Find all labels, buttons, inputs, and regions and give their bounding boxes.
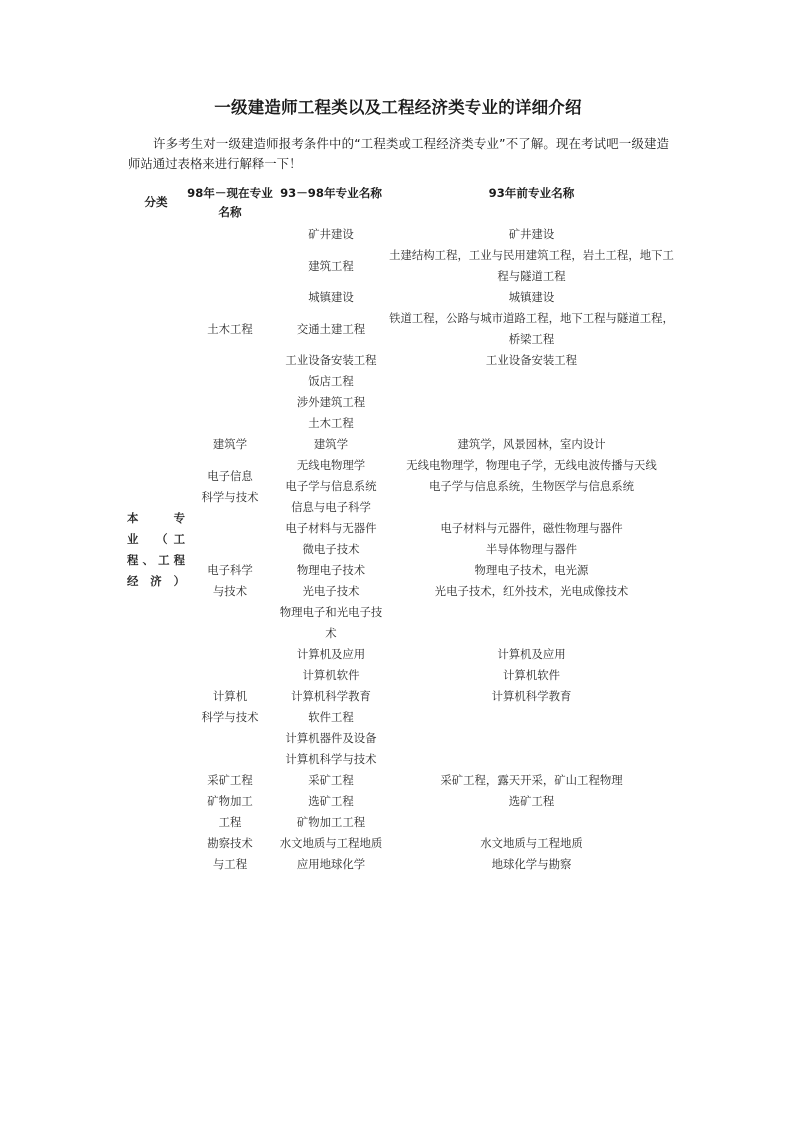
major-pre93-cell xyxy=(387,602,676,644)
major-93-98-cell: 饭店工程 xyxy=(308,374,354,388)
major-pre93-cell xyxy=(387,392,676,413)
group-name-cell xyxy=(185,791,275,833)
major-93-98-cell: 采矿工程 xyxy=(308,773,354,787)
column-header-current-major: 98年－现在专业名称 xyxy=(187,186,273,219)
major-pre93-cell xyxy=(387,707,676,728)
major-pre93-cell: 物理电子技术，电光源 xyxy=(474,563,589,577)
major-93-98-cell: 土木工程 xyxy=(308,416,354,430)
category-line: 经济） xyxy=(127,573,185,588)
category-line: 程、工程 xyxy=(127,552,185,567)
major-93-98-cell: 计算机科学教育 xyxy=(291,689,371,703)
major-pre93-cell: 计算机及应用 xyxy=(497,647,566,661)
major-93-98-cell: 建筑工程 xyxy=(308,258,354,273)
major-93-98-cell: 信息与电子科学 xyxy=(291,500,371,514)
major-93-98-cell: 物理电子技术 xyxy=(296,563,366,577)
table-body xyxy=(127,224,676,875)
major-pre93-cell: 电子学与信息系统，生物医学与信息系统 xyxy=(428,479,635,493)
major-93-98-cell: 计算机科学与技术 xyxy=(285,752,377,766)
major-pre93-cell xyxy=(387,497,676,518)
major-pre93-cell: 半导体物理与器件 xyxy=(485,542,578,556)
column-header-93-98-major: 93－98年专业名称 xyxy=(280,186,382,200)
table-row xyxy=(127,833,676,854)
group-name-line: 矿物加工 xyxy=(207,794,253,808)
group-name-line: 勘察技术 xyxy=(207,836,253,850)
major-93-98-cell: 建筑学 xyxy=(313,437,349,451)
major-pre93-cell: 建筑学，风景园林，室内设计 xyxy=(457,437,606,451)
major-93-98-cell: 选矿工程 xyxy=(308,794,354,808)
major-pre93-cell: 电子材料与元器件，磁性物理与器件 xyxy=(440,521,623,535)
column-header-category: 分类 xyxy=(144,195,168,209)
group-name-line: 电子科学 xyxy=(207,563,253,577)
major-pre93-cell: 城镇建设 xyxy=(508,290,555,304)
major-pre93-cell xyxy=(387,749,676,770)
major-93-98-cell: 无线电物理学 xyxy=(296,458,366,472)
major-pre93-cell: 矿井建设 xyxy=(508,227,555,241)
category-cell xyxy=(127,224,185,875)
major-pre93-cell: 采矿工程，露天开采，矿山工程物理 xyxy=(440,773,623,787)
group-name-cell: 采矿工程 xyxy=(207,773,253,787)
major-pre93-cell: 光电子技术，红外技术，光电成像技术 xyxy=(434,584,629,598)
major-pre93-cell: 铁道工程，公路与城市道路工程，地下工程与隧道工程，桥梁工程 xyxy=(389,311,674,346)
major-93-98-cell: 城镇建设 xyxy=(308,290,354,304)
major-93-98-cell: 涉外建筑工程 xyxy=(296,395,366,409)
major-pre93-cell xyxy=(387,812,676,833)
major-pre93-cell: 土建结构工程，工业与民用建筑工程，岩土工程，地下工程与隧道工程 xyxy=(389,248,674,283)
major-93-98-cell: 水文地质与工程地质 xyxy=(279,836,383,850)
table-row xyxy=(127,791,676,812)
table-row xyxy=(127,434,676,455)
major-93-98-cell: 软件工程 xyxy=(308,710,354,724)
major-93-98-cell: 电子学与信息系统 xyxy=(285,479,377,493)
major-pre93-cell xyxy=(387,413,676,434)
major-93-98-cell: 计算机器件及设备 xyxy=(285,731,377,745)
major-93-98-cell: 计算机软件 xyxy=(302,668,360,682)
table-row xyxy=(127,518,676,539)
major-93-98-cell: 矿物加工工程 xyxy=(296,815,366,829)
major-pre93-cell xyxy=(387,371,676,392)
group-name-line: 工程 xyxy=(218,815,242,829)
group-name-cell xyxy=(185,518,275,644)
table-header xyxy=(127,184,676,224)
table-header-row xyxy=(127,184,676,224)
major-pre93-cell: 地球化学与勘察 xyxy=(491,857,572,871)
major-93-98-cell: 计算机及应用 xyxy=(296,647,366,661)
major-pre93-cell: 计算机软件 xyxy=(503,668,560,682)
major-pre93-cell xyxy=(387,728,676,749)
majors-table xyxy=(127,184,676,875)
major-93-98-cell: 光电子技术 xyxy=(302,584,360,598)
major-pre93-cell: 无线电物理学，物理电子学，无线电波传播与天线 xyxy=(406,458,657,472)
major-pre93-cell: 选矿工程 xyxy=(508,794,555,808)
group-name-line: 与技术 xyxy=(212,584,248,598)
major-93-98-cell: 交通土建工程 xyxy=(296,321,366,336)
table-row xyxy=(127,770,676,791)
major-93-98-cell: 应用地球化学 xyxy=(296,857,366,871)
group-name-cell: 建筑学 xyxy=(212,437,248,451)
column-header-pre93-major: 93年前专业名称 xyxy=(488,186,575,200)
intro-paragraph: 许多考生对一级建造师报考条件中的“工程类或工程经济类专业”不了解。现在考试吧一级建造师站通过表格来进行解释一下！ xyxy=(128,136,669,171)
group-name-line: 科学与技术 xyxy=(201,710,259,724)
group-name-cell xyxy=(185,455,275,518)
group-name-line: 计算机 xyxy=(212,689,248,703)
group-name-line: 与工程 xyxy=(212,857,248,871)
major-93-98-cell: 微电子技术 xyxy=(302,542,360,556)
major-93-98-cell: 矿井建设 xyxy=(308,227,354,241)
group-name-line: 科学与技术 xyxy=(201,489,259,504)
major-pre93-cell: 计算机科学教育 xyxy=(491,689,572,703)
major-pre93-cell: 水文地质与工程地质 xyxy=(480,836,583,850)
major-93-98-cell: 工业设备安装工程 xyxy=(285,353,377,367)
major-93-98-cell: 电子材料与无器件 xyxy=(285,521,377,535)
page-title: 一级建造师工程类以及工程经济类专业的详细介绍 xyxy=(214,98,582,117)
group-name-cell xyxy=(185,833,275,875)
table-row xyxy=(127,224,676,245)
group-name-cell: 土木工程 xyxy=(207,321,253,336)
major-pre93-cell: 工业设备安装工程 xyxy=(485,353,578,367)
group-name-line: 电子信息 xyxy=(207,468,253,483)
major-93-98-cell: 物理电子和光电子技术 xyxy=(279,605,383,640)
category-line: 本 专 xyxy=(127,510,185,525)
table-row xyxy=(127,644,676,665)
table-row xyxy=(127,455,676,476)
group-name-cell xyxy=(185,644,275,770)
category-line: 业 （工 xyxy=(127,531,185,546)
